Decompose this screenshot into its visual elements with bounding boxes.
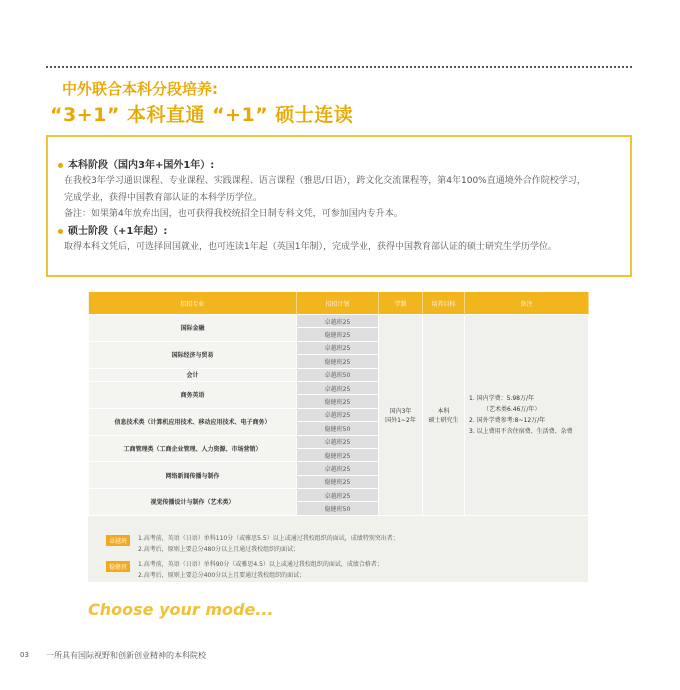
plan-cell: 稳健班25 <box>297 395 379 408</box>
major-cell: 工商管理类（工商企业管理、人力资源、市场营销） <box>89 435 297 462</box>
plan-cell: 卓越班25 <box>297 341 379 354</box>
major-cell: 网络新闻传播与制作 <box>89 462 297 489</box>
major-cell: 国际经济与贸易 <box>89 341 297 368</box>
table-row <box>89 315 589 328</box>
plan-cell: 卓越班25 <box>297 315 379 328</box>
stage1-line1: 在我校3年学习通识课程、专业课程、实践课程、语言课程（雅思/日语），跨文化交流课程等，第4年100%直通境外合作院校学习， <box>64 176 586 186</box>
major-cell: 商务英语 <box>89 381 297 408</box>
stage2-heading: 硕士阶段（+1年起）: <box>58 222 167 237</box>
excellent-req-2: 2.高考后，原则上要总分480分以上且通过我校组织的面试； <box>138 546 300 553</box>
program-table-panel <box>88 292 588 582</box>
fees-cell: 1. 国内学费：5.98万/年 （艺术类6.46万/年） 2. 国外学费参考:8~12万/年 3. 以上费用不含住宿费、生活费、杂费 <box>465 315 589 516</box>
header-duration: 学制 <box>379 292 423 315</box>
goal-cell: 本科 硕士研究生 <box>423 315 465 516</box>
plan-cell: 卓越班25 <box>297 381 379 394</box>
plan-cell: 稳健班50 <box>297 422 379 435</box>
plan-cell: 卓越班50 <box>297 368 379 381</box>
bullet-dot-icon <box>58 163 63 168</box>
plan-cell: 卓越班25 <box>297 408 379 421</box>
steady-class-tag: 稳健班 <box>106 561 130 572</box>
footer-slogan: 一所具有国际视野和创新创业精神的本科院校 <box>46 651 206 660</box>
steady-req-1: 1.高考前，英语（日语）单科90分（或雅思4.5）以上或通过我校组织的面试，成绩合格者； <box>138 561 383 568</box>
excellent-class-tag: 卓越班 <box>106 535 130 546</box>
header-goal: 培养目标 <box>423 292 465 315</box>
choose-mode-heading: Choose your mode... <box>88 600 274 619</box>
plan-cell: 卓越班25 <box>297 435 379 448</box>
plan-cell: 卓越班25 <box>297 489 379 502</box>
excellent-req-1: 1.高考前，英语（日语）单科110分（或雅思5.5）以上或通过我校组织的面试，成绩特别突出者； <box>138 535 399 542</box>
header-plan: 招招计划 <box>297 292 379 315</box>
dotted-divider <box>46 66 632 68</box>
major-cell: 视觉传播设计与制作（艺术类） <box>89 489 297 516</box>
plan-cell: 稳健班25 <box>297 448 379 461</box>
header-major: 招招专业 <box>89 292 297 315</box>
program-table <box>88 292 589 516</box>
major-cell: 信息技术类（计算机应用技术、移动应用技术、电子商务） <box>89 408 297 435</box>
page-number: 03 <box>20 651 29 659</box>
stage1-line2: 完成学业，获得中国教育部认证的本科学历学位。 <box>64 193 263 203</box>
plan-cell: 卓越班25 <box>297 462 379 475</box>
plan-cell: 稳健班25 <box>297 328 379 341</box>
bullet-dot-icon <box>58 229 63 234</box>
page-title-line2: “3+1” 本科直通 “+1” 硕士连读 <box>50 104 354 126</box>
steady-req-2: 2.高考后，原则上要总分400分以上且要通过我校组织的面试； <box>138 572 306 579</box>
stage1-heading: 本科阶段（国内3年+国外1年）: <box>58 156 214 171</box>
plan-cell: 稳健班50 <box>297 502 379 515</box>
plan-cell: 稳健班25 <box>297 475 379 488</box>
major-cell: 国际金融 <box>89 315 297 342</box>
stage2-line1: 取得本科文凭后，可选择回国就业，也可连读1年起（英国1年制），完成学业，获得中国教育部认证的硕士研究生学历学位。 <box>64 242 557 252</box>
stage1-note: 备注：如果第4年放弃出国，也可获得我校统招全日制专科文凭，可参加国内专升本。 <box>64 209 403 219</box>
plan-cell: 稳健班25 <box>297 355 379 368</box>
duration-cell: 国内3年 国外1~2年 <box>379 315 423 516</box>
page-title-line1: 中外联合本科分段培养: <box>62 80 218 98</box>
major-cell: 会计 <box>89 368 297 381</box>
header-notes: 备注 <box>465 292 589 315</box>
